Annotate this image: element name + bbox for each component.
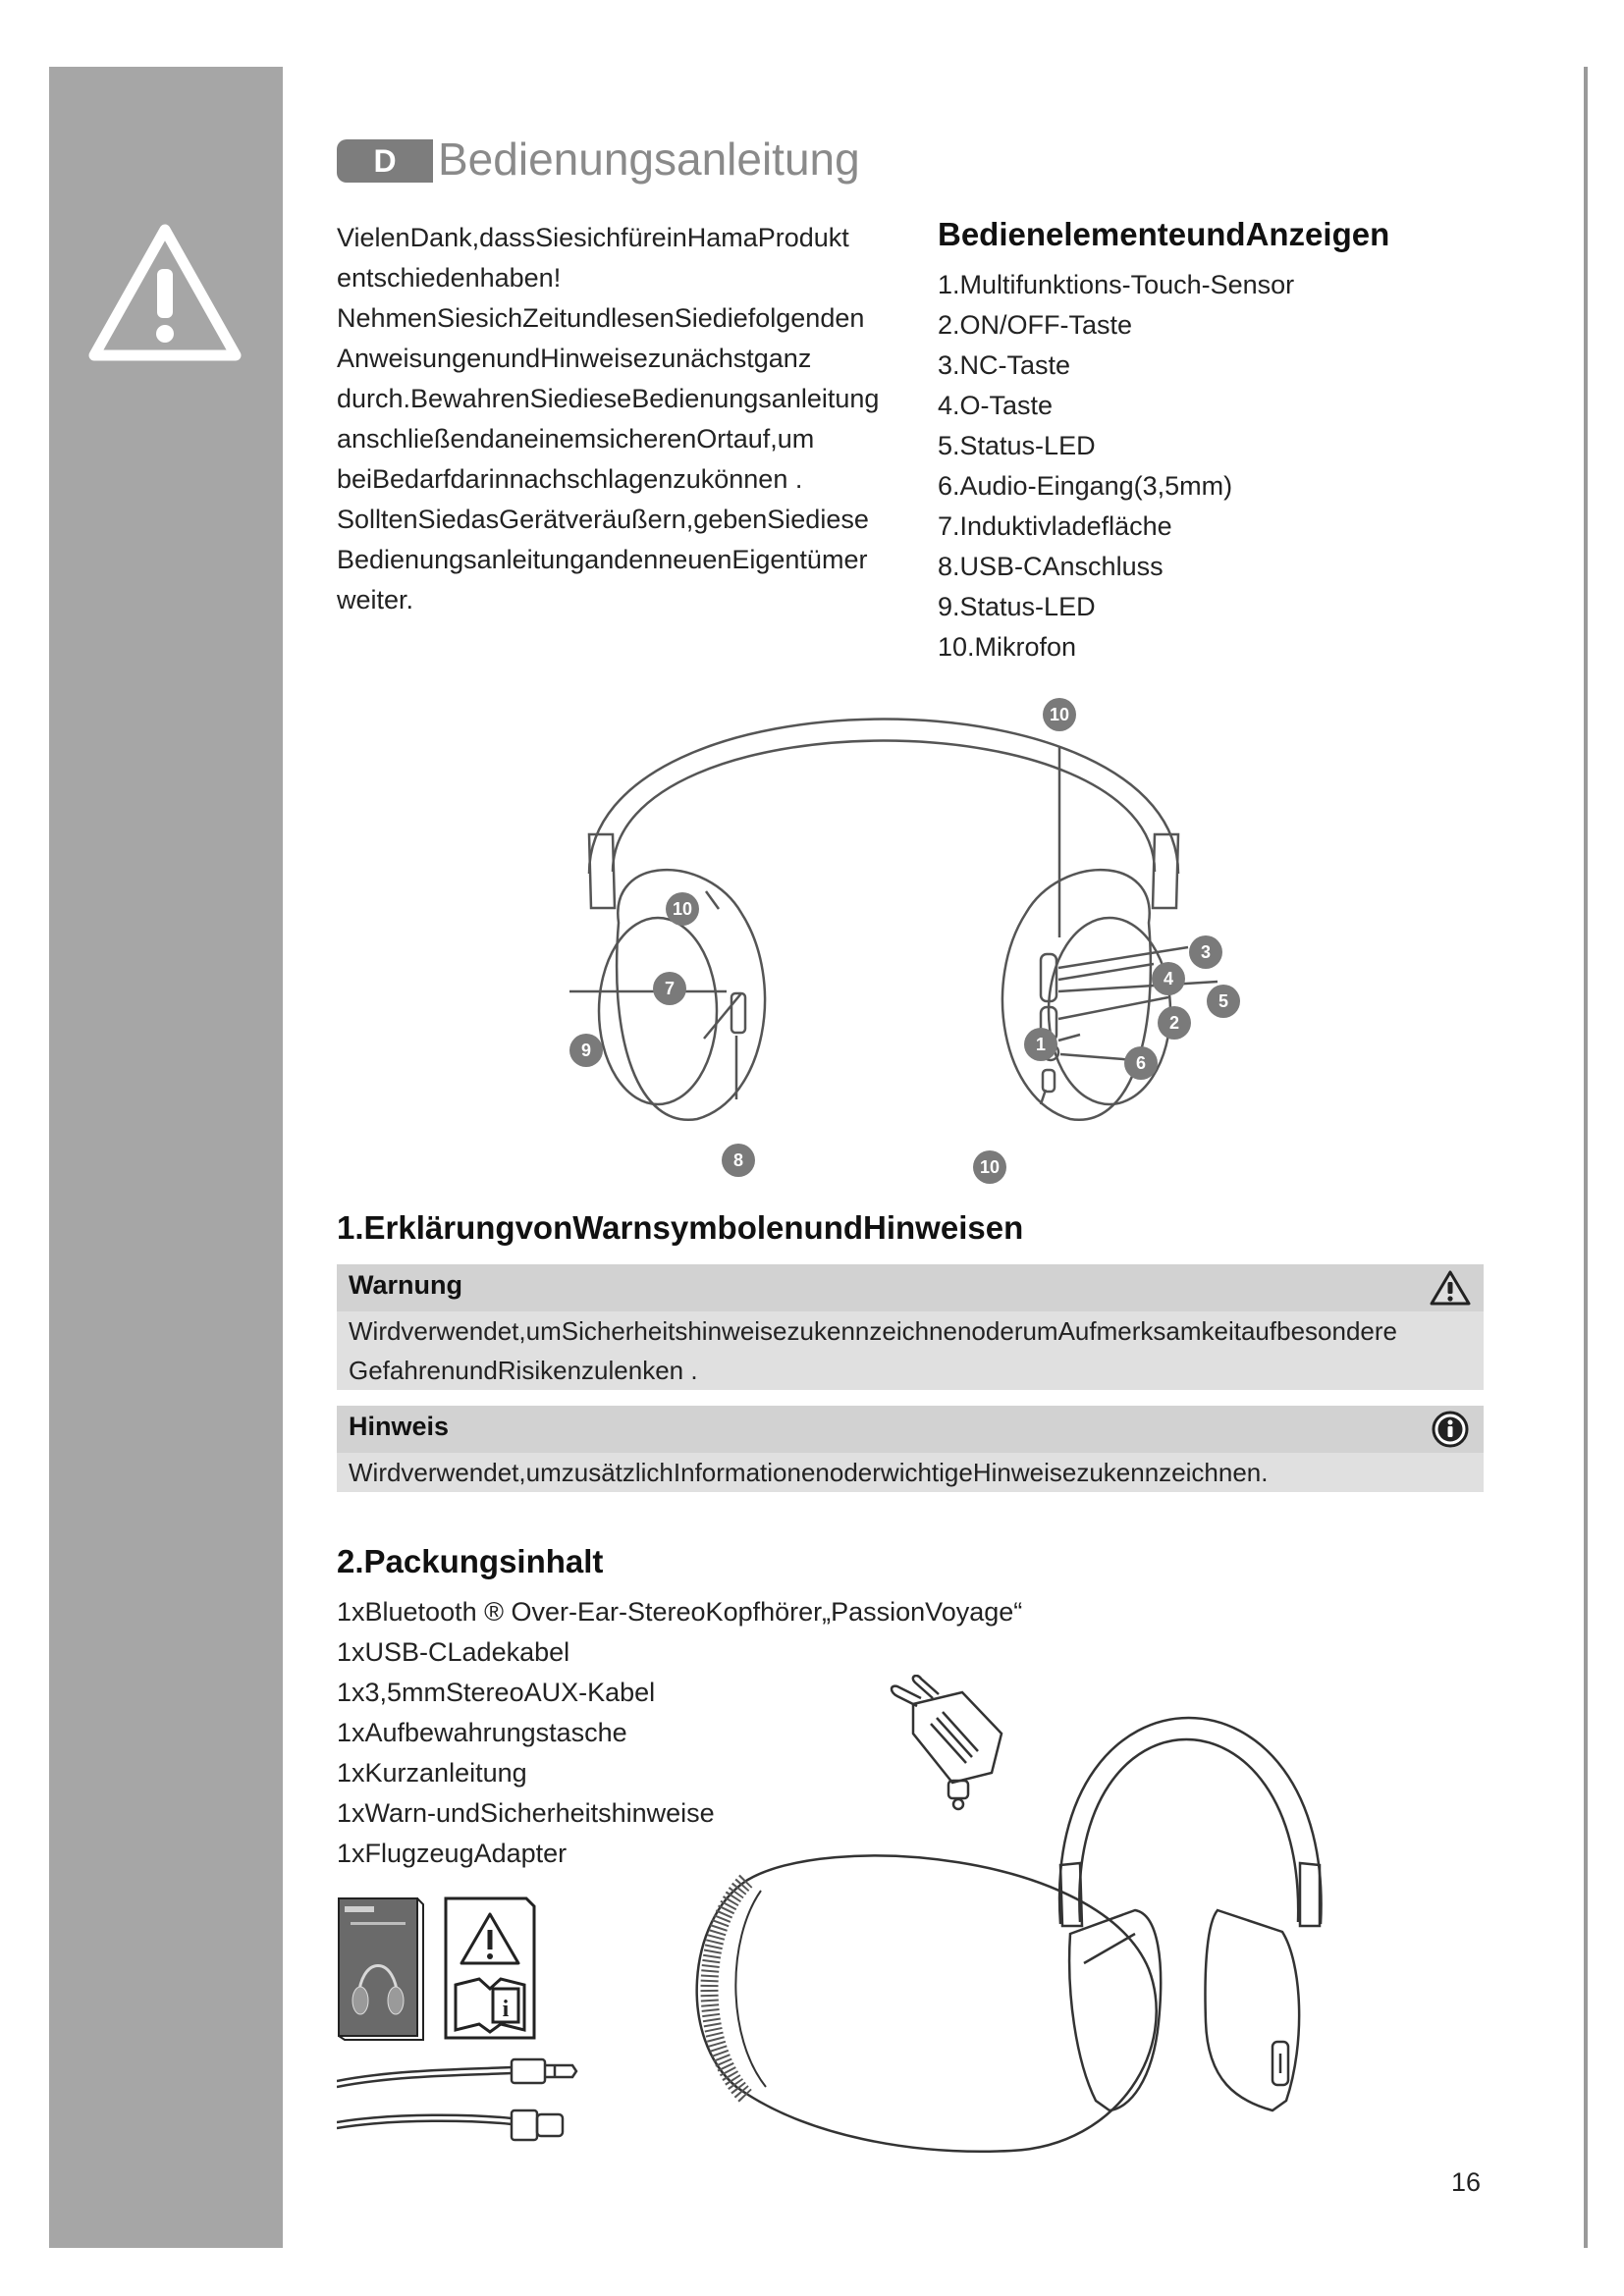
airplane-adapter-illustration [884,1675,1021,1812]
cables-illustration [337,2052,631,2150]
list-item: 4.O-Taste [938,391,1054,420]
list-item: 1xWarn-undSicherheitshinweise [337,1798,715,1828]
warning-text-line: Wirdverwendet,umSicherheitshinweisezukennzeichnenoderumAufmerksamkeitaufbesondere [349,1316,1397,1346]
list-item: 10.Mikrofon [938,632,1077,662]
callout-label: 5 [1218,991,1229,1011]
list-item: 1.Multifunktions-Touch-Sensor [938,270,1295,299]
list-item: 1xFlugzeugAdapter [337,1839,568,1868]
left-sidebar [49,67,283,2248]
intro-text [337,218,887,620]
callout-label: 10 [979,1157,1001,1177]
intro-line: durch.BewahrenSiedieseBedienungsanleitung [337,384,880,413]
language-badge: D [337,139,433,183]
callout-label: 8 [732,1150,744,1170]
section-title: 1.ErklärungvonWarnsymbolenundHinweisen [337,1209,1024,1246]
warning-label: Warnung [349,1270,462,1300]
note-box-header [337,1406,1484,1453]
callout-label: 6 [1135,1053,1147,1073]
list-item: 9.Status-LED [938,592,1096,621]
page-title: Bedienungsanleitung [438,133,860,185]
intro-line: NehmenSiesichZeitundlesenSiediefolgenden [337,303,865,333]
intro-line: VielenDank,dassSiesichfüreinHamaProdukt [337,223,849,252]
list-item: 6.Audio-Eingang(3,5mm) [938,471,1233,501]
warning-triangle-icon [86,222,244,364]
callout-label: 4 [1163,969,1174,988]
list-item: 1x3,5mmStereoAUX-Kabel [337,1678,656,1707]
list-item: 3.NC-Taste [938,350,1071,380]
callout-label: 10 [1049,705,1070,724]
note-box [337,1406,1484,1492]
warning-box [337,1264,1484,1390]
note-label: Hinweis [349,1412,450,1441]
intro-line: entschiedenhaben! [337,263,562,293]
callout-label: 7 [664,979,676,998]
list-item: 1xKurzanleitung [337,1758,527,1788]
intro-line: weiter. [337,585,414,614]
quick-guide-booklet-icon [337,1895,425,2042]
list-item: 7.Induktivladefläche [938,511,1172,541]
controls-list [938,265,1294,667]
callout-label: 9 [580,1041,592,1060]
svg-text:i: i [502,1997,510,2022]
intro-line: beiBedarfdarinnachschlagenzukönnen . [337,464,803,494]
list-item: 2.ON/OFF-Taste [938,310,1133,340]
page-number: 16 [1451,2167,1482,2197]
warning-text-line: GefahrenundRisikenzulenken . [349,1356,698,1385]
callout-label: 10 [672,899,693,919]
callout-label: 2 [1168,1013,1180,1033]
controls-title: BedienelementeundAnzeigen [938,216,1390,252]
right-rule [1584,67,1588,2248]
list-item: 1xUSB-CLadekabel [337,1637,570,1667]
warning-icon [1429,1268,1472,1308]
safety-leaflet-icon [442,1895,540,2042]
callout-label: 1 [1035,1035,1047,1054]
list-item: 8.USB-CAnschluss [938,552,1164,581]
list-item: 1xAufbewahrungstasche [337,1718,627,1747]
list-item: 1xBluetooth ® Over-Ear-StereoKopfhörer„PassionVoyage“ [337,1597,1023,1627]
info-icon [1429,1410,1472,1449]
section-title: 2.Packungsinhalt [337,1543,604,1579]
intro-line: SolltenSiedasGerätveräußern,gebenSiediese [337,505,869,534]
callout-label: 3 [1200,942,1212,962]
warning-box-header [337,1264,1484,1311]
intro-line: anschließendaneinemsicherenOrtauf,um [337,424,815,454]
intro-line: AnweisungenundHinweisezunächstganz [337,344,812,373]
list-item: 5.Status-LED [938,431,1096,460]
note-text-line: Wirdverwendet,umzusätzlichInformationenoderwichtigeHinweisezukennzeichnen. [349,1458,1269,1487]
intro-line: BedienungsanleitungandenneuenEigentümer [337,545,868,574]
headphone-diagram [550,687,1257,1198]
headphones-illustration [1041,1669,1335,2130]
